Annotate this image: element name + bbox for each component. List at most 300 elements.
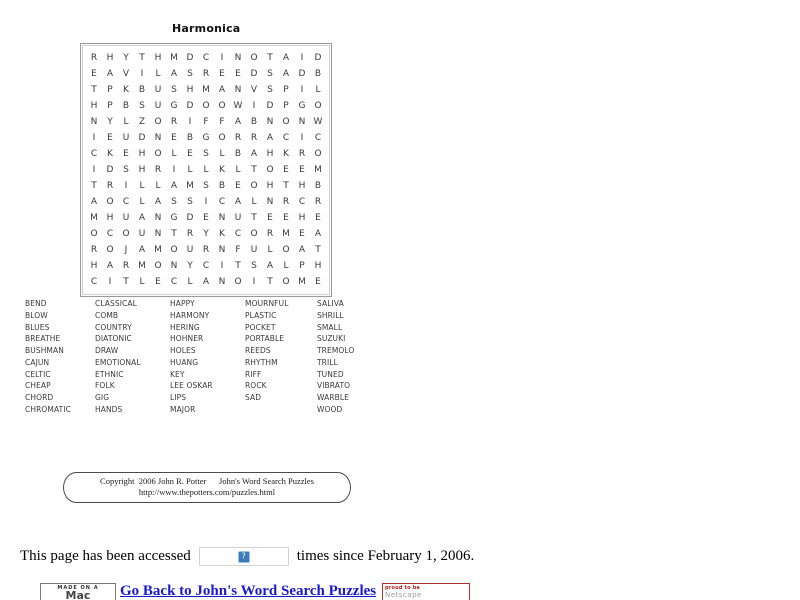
word-list-item[interactable]: CHEAP — [25, 381, 51, 391]
grid-cell[interactable]: H — [90, 101, 98, 111]
word-list-item[interactable]: HANDS — [95, 404, 123, 414]
grid-cell[interactable]: I — [188, 117, 192, 127]
grid-cell[interactable]: R — [266, 229, 274, 239]
grid-row — [86, 210, 326, 226]
grid-cell[interactable]: I — [124, 181, 128, 191]
grid-cell[interactable]: N — [266, 197, 274, 207]
grid-cell[interactable]: G — [298, 101, 306, 111]
copyright-text: Copyright 2006 John R. Potter John's Word Search Puzzles — [100, 476, 314, 486]
grid-cell[interactable]: G — [202, 133, 210, 143]
grid-cell[interactable]: L — [139, 197, 145, 207]
word-list-item[interactable]: SUZUKI — [317, 334, 346, 344]
grid-cell[interactable]: H — [186, 85, 194, 95]
back-to-puzzles-link[interactable]: Go Back to John's Word Search Puzzles — [120, 583, 377, 599]
grid-cell[interactable]: R — [90, 53, 98, 63]
grid-cell[interactable]: A — [154, 197, 162, 207]
grid-cell[interactable]: A — [250, 149, 258, 159]
grid-cell[interactable]: I — [300, 133, 304, 143]
grid-cell[interactable]: I — [220, 261, 224, 271]
grid-cell[interactable]: O — [90, 229, 98, 239]
grid-cell[interactable]: A — [106, 261, 114, 271]
word-list-item[interactable]: HARMONY — [170, 310, 210, 320]
grid-cell[interactable]: Y — [107, 117, 113, 127]
grid-cell[interactable]: M — [282, 229, 290, 239]
grid-cell[interactable]: L — [155, 181, 161, 191]
word-list-item[interactable]: COMB — [95, 310, 119, 320]
word-list-item[interactable]: TRILL — [317, 357, 338, 367]
grid-cell[interactable]: S — [171, 197, 177, 207]
grid-cell[interactable]: U — [138, 229, 146, 239]
grid-row — [86, 274, 326, 290]
grid-cell[interactable]: L — [187, 277, 193, 287]
grid-cell[interactable]: E — [171, 133, 177, 143]
grid-cell[interactable]: M — [170, 53, 178, 63]
grid-cell[interactable]: R — [202, 69, 210, 79]
word-list-item[interactable]: REEDS — [245, 346, 271, 355]
word-list-item[interactable]: LEE OSKAR — [170, 381, 213, 391]
grid-cell[interactable]: B — [314, 69, 322, 79]
grid-cell[interactable]: P — [283, 101, 289, 111]
grid-cell[interactable]: D — [186, 101, 194, 111]
grid-cell[interactable]: T — [267, 53, 273, 63]
word-list-item[interactable]: BEND — [25, 299, 47, 308]
grid-cell[interactable]: O — [250, 53, 258, 63]
grid-cell[interactable]: H — [298, 181, 306, 191]
grid-cell[interactable]: A — [234, 197, 242, 207]
mac-badge-line1: MADE ON A — [57, 585, 99, 591]
grid-cell[interactable]: A — [266, 133, 274, 143]
grid-cell[interactable]: A — [202, 277, 210, 287]
grid-cell[interactable]: K — [283, 149, 289, 159]
grid-cell[interactable]: T — [267, 277, 273, 287]
grid-cell[interactable]: O — [202, 101, 210, 111]
grid-cell[interactable]: S — [203, 181, 209, 191]
grid-cell[interactable]: V — [250, 85, 258, 95]
word-list-item[interactable]: WOOD — [317, 404, 343, 414]
grid-cell[interactable]: J — [124, 245, 128, 255]
grid-cell[interactable]: I — [204, 197, 208, 207]
word-list-item[interactable]: RHYTHM — [245, 357, 278, 367]
grid-cell[interactable]: N — [154, 229, 162, 239]
grid-cell[interactable]: H — [138, 165, 146, 175]
grid-cell[interactable]: A — [90, 197, 98, 207]
grid-cell[interactable]: E — [123, 149, 129, 159]
word-list-item[interactable]: HAPPY — [170, 299, 195, 308]
grid-cell[interactable]: Y — [123, 53, 129, 63]
grid-cell[interactable]: B — [218, 181, 226, 191]
grid-cell[interactable]: W — [233, 101, 243, 111]
grid-cell[interactable]: O — [154, 149, 162, 159]
grid-cell[interactable]: C — [234, 229, 242, 239]
grid-cell[interactable]: L — [139, 181, 145, 191]
grid-cell[interactable]: S — [187, 197, 193, 207]
grid-cell[interactable]: R — [298, 149, 306, 159]
grid-cell[interactable]: B — [234, 149, 242, 159]
grid-cell[interactable]: I — [140, 69, 144, 79]
grid-cell[interactable]: C — [90, 149, 98, 159]
grid-cell[interactable]: L — [283, 261, 289, 271]
grid-cell[interactable]: E — [235, 69, 241, 79]
grid-cell[interactable]: O — [250, 229, 258, 239]
grid-cell[interactable]: H — [154, 53, 162, 63]
word-list-column-2 — [95, 298, 170, 416]
word-list-column-3 — [170, 298, 245, 416]
grid-cell[interactable]: O — [106, 245, 114, 255]
word-list-item[interactable]: HERING — [170, 322, 200, 332]
grid-cell[interactable]: C — [170, 277, 178, 287]
word-list-item[interactable]: TUNED — [317, 369, 344, 379]
grid-cell[interactable]: I — [220, 53, 224, 63]
grid-cell[interactable]: L — [203, 165, 209, 175]
grid-cell[interactable]: M — [90, 213, 98, 223]
word-list-item[interactable]: PLASTIC — [245, 310, 277, 320]
grid-cell[interactable]: T — [235, 261, 241, 271]
grid-cell[interactable]: A — [266, 261, 274, 271]
grid-cell[interactable]: L — [123, 117, 129, 127]
grid-cell[interactable]: C — [282, 133, 290, 143]
word-list-column-5 — [317, 298, 387, 416]
grid-cell[interactable]: C — [298, 197, 306, 207]
grid-cell[interactable]: L — [235, 165, 241, 175]
grid-cell[interactable]: T — [315, 245, 321, 255]
letter-grid-table — [86, 50, 326, 290]
grid-cell[interactable]: R — [186, 229, 194, 239]
grid-cell[interactable]: C — [90, 277, 98, 287]
grid-cell[interactable]: P — [107, 85, 113, 95]
grid-cell[interactable]: R — [170, 117, 178, 127]
grid-cell[interactable]: B — [314, 181, 322, 191]
grid-cell[interactable]: E — [283, 213, 289, 223]
word-list-item[interactable]: CHROMATIC — [25, 404, 71, 414]
grid-cell[interactable]: G — [170, 101, 178, 111]
word-list-item[interactable]: SAD — [245, 393, 262, 402]
grid-cell[interactable]: L — [155, 69, 161, 79]
grid-cell[interactable]: A — [138, 213, 146, 223]
grid-cell[interactable]: B — [122, 101, 130, 111]
grid-cell[interactable]: A — [138, 245, 146, 255]
word-list-item[interactable]: CHORD — [25, 393, 54, 402]
word-list-item[interactable]: VIBRATO — [317, 381, 351, 391]
grid-cell[interactable]: Y — [203, 229, 209, 239]
grid-cell[interactable]: S — [251, 261, 257, 271]
grid-cell[interactable]: S — [171, 85, 177, 95]
word-list-item[interactable]: SMALL — [317, 322, 343, 332]
grid-cell[interactable]: U — [154, 85, 162, 95]
grid-cell[interactable]: N — [90, 117, 98, 127]
grid-cell[interactable]: U — [122, 133, 130, 143]
word-list-item[interactable]: MAJOR — [170, 404, 196, 414]
word-list-item[interactable]: BREATHE — [25, 334, 61, 344]
grid-cell[interactable]: F — [235, 245, 241, 255]
word-list-item[interactable]: HOLES — [170, 346, 196, 355]
grid-cell[interactable]: E — [91, 69, 97, 79]
grid-cell[interactable]: L — [219, 149, 225, 159]
word-list-item[interactable]: DRAW — [95, 346, 119, 355]
grid-cell[interactable]: I — [172, 165, 176, 175]
grid-row — [86, 50, 326, 66]
grid-cell[interactable]: I — [92, 165, 96, 175]
word-list-item[interactable]: MOURNFUL — [245, 299, 289, 308]
copyright-box — [63, 472, 351, 503]
grid-cell[interactable]: N — [170, 261, 178, 271]
grid-cell[interactable]: H — [314, 261, 322, 271]
grid-cell[interactable]: P — [283, 85, 289, 95]
grid-cell[interactable]: O — [282, 245, 290, 255]
grid-cell[interactable]: O — [266, 165, 274, 175]
grid-cell[interactable]: N — [234, 53, 242, 63]
grid-cell[interactable]: O — [314, 149, 322, 159]
grid-cell[interactable]: T — [251, 213, 257, 223]
word-list-item[interactable]: HOHNER — [170, 334, 204, 344]
grid-cell[interactable]: W — [313, 117, 323, 127]
grid-cell[interactable]: N — [218, 213, 226, 223]
grid-row — [86, 146, 326, 162]
word-list-column-1 — [25, 298, 95, 416]
word-list — [25, 298, 425, 416]
grid-cell[interactable]: O — [122, 229, 130, 239]
grid-cell[interactable]: K — [219, 229, 225, 239]
grid-cell[interactable]: L — [171, 149, 177, 159]
word-list-item[interactable]: SALIVA — [317, 299, 344, 308]
grid-cell[interactable]: R — [282, 197, 290, 207]
grid-cell[interactable]: A — [234, 117, 242, 127]
grid-cell[interactable]: R — [234, 133, 242, 143]
word-list-item[interactable]: ROCK — [245, 381, 267, 391]
grid-cell[interactable]: N — [218, 245, 226, 255]
grid-cell[interactable]: F — [219, 117, 225, 127]
grid-cell[interactable]: T — [91, 85, 97, 95]
grid-cell[interactable]: T — [251, 165, 257, 175]
grid-cell[interactable]: N — [154, 213, 162, 223]
grid-cell[interactable]: E — [315, 277, 321, 287]
grid-cell[interactable]: H — [266, 181, 274, 191]
grid-cell[interactable]: A — [282, 53, 290, 63]
grid-cell[interactable]: I — [300, 85, 304, 95]
grid-cell[interactable]: O — [154, 261, 162, 271]
grid-cell[interactable]: N — [298, 117, 306, 127]
grid-cell[interactable]: Z — [138, 117, 146, 127]
grid-cell[interactable]: C — [106, 229, 114, 239]
grid-cell[interactable]: I — [252, 277, 256, 287]
grid-cell[interactable]: M — [314, 165, 322, 175]
grid-cell[interactable]: D — [138, 133, 146, 143]
grid-cell[interactable]: S — [267, 85, 273, 95]
grid-cell[interactable]: A — [170, 69, 178, 79]
grid-cell[interactable]: K — [219, 165, 225, 175]
grid-cell[interactable]: E — [315, 213, 321, 223]
grid-cell[interactable]: M — [298, 277, 306, 287]
word-list-item[interactable]: ETHNIC — [95, 369, 124, 379]
grid-cell[interactable]: T — [283, 181, 289, 191]
word-list-item[interactable]: COUNTRY — [95, 322, 132, 332]
grid-cell[interactable]: M — [186, 181, 194, 191]
grid-cell[interactable]: M — [202, 85, 210, 95]
grid-cell[interactable]: A — [218, 85, 226, 95]
copyright-url[interactable]: http://www.thepotters.com/puzzles.html — [138, 487, 276, 497]
grid-cell[interactable]: C — [314, 133, 322, 143]
grid-cell[interactable]: K — [123, 85, 129, 95]
grid-cell[interactable]: A — [314, 229, 322, 239]
grid-cell[interactable]: S — [139, 101, 145, 111]
grid-cell[interactable]: G — [170, 213, 178, 223]
grid-cell[interactable]: B — [250, 117, 258, 127]
grid-cell[interactable]: A — [170, 181, 178, 191]
grid-cell[interactable]: L — [139, 277, 145, 287]
grid-cell[interactable]: E — [187, 149, 193, 159]
grid-cell[interactable]: O — [218, 101, 226, 111]
word-list-item[interactable]: BLOW — [25, 310, 48, 320]
grid-cell[interactable]: L — [187, 165, 193, 175]
word-list-item[interactable]: CELTIC — [25, 369, 51, 379]
word-list-item[interactable]: CAJUN — [25, 357, 50, 367]
grid-cell[interactable]: N — [234, 85, 242, 95]
word-list-item[interactable]: GIG — [95, 393, 110, 402]
grid-cell[interactable]: O — [106, 197, 114, 207]
word-list-item[interactable]: CLASSICAL — [95, 299, 137, 308]
grid-cell[interactable]: R — [250, 133, 258, 143]
grid-cell[interactable]: N — [154, 133, 162, 143]
grid-cell[interactable]: H — [298, 213, 306, 223]
grid-cell[interactable]: E — [267, 213, 273, 223]
word-list-item[interactable]: POCKET — [245, 322, 276, 332]
grid-cell[interactable]: R — [202, 245, 210, 255]
word-list-item[interactable]: PORTABLE — [245, 334, 285, 344]
grid-cell[interactable]: H — [138, 149, 146, 159]
grid-cell[interactable]: H — [90, 261, 98, 271]
grid-cell[interactable]: E — [203, 213, 209, 223]
grid-cell[interactable]: L — [315, 85, 321, 95]
grid-cell[interactable]: D — [186, 53, 194, 63]
grid-cell[interactable]: M — [154, 245, 162, 255]
grid-cell[interactable]: H — [266, 149, 274, 159]
grid-cell[interactable]: D — [250, 69, 258, 79]
grid-cell[interactable]: R — [106, 181, 114, 191]
proud-badge-line2: Netscape — [385, 591, 422, 599]
grid-cell[interactable]: E — [219, 69, 225, 79]
word-list-item[interactable]: BUSHMAN — [25, 346, 64, 355]
grid-cell[interactable]: T — [171, 229, 177, 239]
grid-cell[interactable]: D — [314, 53, 322, 63]
grid-cell[interactable]: T — [139, 53, 145, 63]
grid-cell[interactable]: E — [155, 277, 161, 287]
grid-cell[interactable]: C — [218, 197, 226, 207]
grid-cell[interactable]: S — [267, 69, 273, 79]
grid-cell[interactable]: O — [218, 133, 226, 143]
grid-cell[interactable]: Y — [187, 261, 193, 271]
grid-cell[interactable]: A — [106, 69, 114, 79]
grid-cell[interactable]: D — [298, 69, 306, 79]
grid-cell[interactable]: B — [186, 133, 194, 143]
grid-cell[interactable]: S — [203, 149, 209, 159]
grid-cell[interactable]: R — [90, 245, 98, 255]
grid-cell[interactable]: V — [122, 69, 130, 79]
grid-cell[interactable]: T — [123, 277, 129, 287]
grid-cell[interactable]: T — [91, 181, 97, 191]
grid-cell[interactable]: U — [234, 213, 242, 223]
grid-cell[interactable]: E — [107, 133, 113, 143]
grid-cell[interactable]: H — [106, 213, 114, 223]
grid-cell[interactable]: A — [282, 69, 290, 79]
grid-cell[interactable]: E — [299, 229, 305, 239]
word-list-item[interactable]: KEY — [170, 369, 185, 379]
grid-cell[interactable]: S — [187, 69, 193, 79]
grid-cell[interactable]: O — [154, 117, 162, 127]
word-list-item[interactable]: SHRILL — [317, 310, 344, 320]
grid-cell[interactable]: A — [298, 245, 306, 255]
word-list-item[interactable]: HUANG — [170, 357, 199, 367]
hit-counter-image — [199, 547, 289, 566]
grid-cell[interactable]: R — [154, 165, 162, 175]
word-list-item[interactable]: EMOTIONAL — [95, 357, 141, 367]
grid-cell[interactable]: O — [314, 101, 322, 111]
grid-cell[interactable]: C — [202, 53, 210, 63]
grid-row — [86, 258, 326, 274]
word-search-grid — [80, 43, 332, 297]
word-list-item[interactable]: RIFF — [245, 369, 262, 379]
grid-cell[interactable]: U — [250, 245, 258, 255]
grid-cell[interactable]: D — [106, 165, 114, 175]
grid-cell[interactable]: O — [170, 245, 178, 255]
grid-cell[interactable]: U — [122, 213, 130, 223]
grid-cell[interactable]: U — [186, 245, 194, 255]
grid-cell[interactable]: K — [107, 149, 113, 159]
grid-cell[interactable]: O — [250, 181, 258, 191]
word-list-item[interactable]: BLUES — [25, 322, 50, 332]
grid-cell[interactable]: L — [267, 245, 273, 255]
grid-cell[interactable]: E — [235, 181, 241, 191]
grid-cell[interactable]: L — [251, 197, 257, 207]
word-list-item[interactable]: LIPS — [170, 393, 187, 402]
grid-cell[interactable]: M — [138, 261, 146, 271]
word-list-item[interactable]: DIATONIC — [95, 334, 132, 344]
page-counter-line — [20, 547, 474, 566]
grid-cell[interactable]: R — [122, 261, 130, 271]
counter-prefix-text: This page has been accessed — [20, 548, 191, 564]
grid-cell[interactable]: N — [218, 277, 226, 287]
grid-cell[interactable]: O — [234, 277, 242, 287]
grid-cell[interactable]: E — [283, 165, 289, 175]
word-list-item[interactable]: WARBLE — [317, 393, 350, 402]
grid-cell[interactable]: P — [299, 261, 305, 271]
grid-cell[interactable]: O — [282, 117, 290, 127]
grid-cell[interactable]: R — [314, 197, 322, 207]
grid-cell[interactable]: S — [123, 165, 129, 175]
grid-cell[interactable]: N — [266, 117, 274, 127]
made-on-a-mac-badge[interactable] — [40, 583, 116, 600]
grid-cell[interactable]: I — [252, 101, 256, 111]
grid-cell[interactable]: I — [108, 277, 112, 287]
grid-cell[interactable]: I — [92, 133, 96, 143]
page-title: Harmonica — [172, 22, 241, 35]
grid-cell[interactable]: O — [282, 277, 290, 287]
grid-cell[interactable]: C — [122, 197, 130, 207]
grid-cell[interactable]: D — [186, 213, 194, 223]
grid-cell[interactable]: H — [106, 53, 114, 63]
word-list-item[interactable]: FOLK — [95, 381, 115, 391]
grid-cell[interactable]: U — [154, 101, 162, 111]
grid-cell[interactable]: E — [299, 165, 305, 175]
grid-cell[interactable]: B — [138, 85, 146, 95]
grid-cell[interactable]: D — [266, 101, 274, 111]
grid-row — [86, 178, 326, 194]
grid-cell[interactable]: F — [203, 117, 209, 127]
grid-cell[interactable]: I — [300, 53, 304, 63]
grid-cell[interactable]: C — [202, 261, 210, 271]
proud-badge-line1: proud to be — [385, 585, 421, 591]
word-list-item[interactable]: TREMOLO — [317, 346, 355, 355]
grid-cell[interactable]: P — [107, 101, 113, 111]
proud-to-be-badge[interactable] — [382, 583, 470, 600]
